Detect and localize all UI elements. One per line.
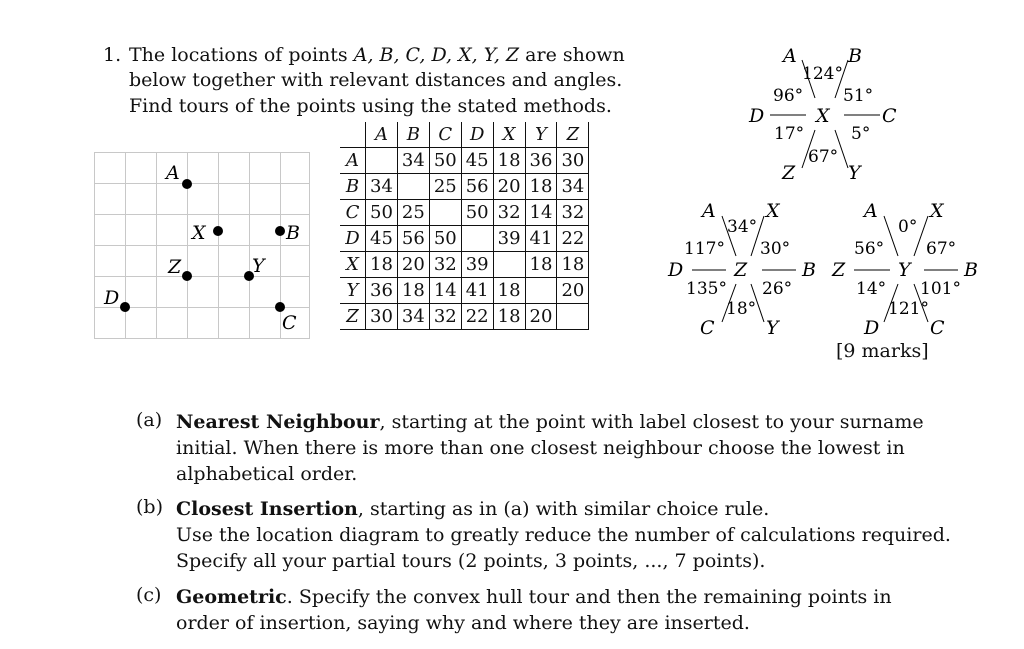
table-row (340, 278, 589, 304)
svg-text:A: A (864, 200, 878, 222)
svg-text:D: D (668, 259, 684, 281)
table-cell: 14 (429, 278, 461, 304)
svg-text:124°: 124° (802, 64, 843, 84)
svg-text:C: C (882, 105, 897, 127)
table-cell: 32 (429, 252, 461, 278)
svg-text:B: B (802, 259, 816, 281)
point-c-label: C (282, 312, 297, 334)
table-cell: 41 (461, 278, 493, 304)
table-cell: 39 (461, 252, 493, 278)
question-number: 1. (103, 44, 122, 66)
table-cell: 18 (493, 148, 525, 174)
svg-text:121°: 121° (888, 299, 929, 319)
table-cell: B (397, 122, 429, 148)
point-x (213, 226, 223, 236)
point-z (182, 271, 192, 281)
table-cell: 32 (429, 304, 461, 330)
part-a-label: (a) (136, 409, 163, 431)
table-cell: 18 (493, 304, 525, 330)
point-a-label: A (166, 162, 180, 184)
location-grid (94, 152, 314, 342)
svg-text:30°: 30° (760, 239, 791, 259)
table-cell: 18 (366, 252, 398, 278)
table-cell (461, 226, 493, 252)
svg-text:A: A (702, 200, 716, 222)
table-cell: X (493, 122, 525, 148)
table-cell: 45 (461, 148, 493, 174)
svg-text:Z: Z (832, 259, 846, 281)
svg-text:18°: 18° (726, 299, 757, 319)
part-b-text: Closest Insertion, starting as in (a) with similar choice rule. Use the location diagram to greatly reduce the number of calculations required. Specify all your partial tours (2 points, 3 points, ..., 7 points). (176, 498, 951, 572)
table-cell: 32 (557, 200, 589, 226)
svg-text:117°: 117° (684, 239, 725, 259)
table-cell (397, 174, 429, 200)
svg-text:67°: 67° (926, 239, 957, 259)
table-cell: 18 (493, 278, 525, 304)
svg-text:D: D (749, 105, 765, 127)
table-cell: 18 (557, 252, 589, 278)
table-cell: 20 (397, 252, 429, 278)
table-cell: 22 (557, 226, 589, 252)
table-row (340, 226, 589, 252)
marks-label: [9 marks] (836, 340, 929, 362)
table-cell: 50 (366, 200, 398, 226)
table-cell: 25 (397, 200, 429, 226)
table-cell: C (340, 200, 366, 226)
point-c (275, 302, 285, 312)
svg-text:A: A (783, 45, 797, 67)
table-cell: 36 (525, 148, 557, 174)
table-cell: 34 (557, 174, 589, 200)
svg-text:Y: Y (898, 259, 911, 281)
svg-text:5°: 5° (851, 124, 871, 144)
table-cell: D (461, 122, 493, 148)
table-cell (493, 252, 525, 278)
table-header-row (340, 122, 589, 148)
question-intro-line-1: The locations of points A, B, C, D, X, Y, Z are shown (129, 44, 625, 66)
table-cell: 45 (366, 226, 398, 252)
table-cell (557, 304, 589, 330)
table-cell: 18 (525, 174, 557, 200)
table-cell: Z (340, 304, 366, 330)
table-row (340, 148, 589, 174)
svg-text:101°: 101° (920, 279, 961, 299)
table-cell (366, 148, 398, 174)
part-c-label: (c) (136, 584, 162, 606)
svg-text:X: X (766, 200, 780, 222)
svg-text:96°: 96° (773, 86, 804, 106)
svg-text:34°: 34° (727, 217, 758, 237)
angle-diagram-y (830, 196, 1000, 346)
point-b-label: B (286, 222, 300, 244)
table-cell: Y (340, 278, 366, 304)
table-cell: 34 (366, 174, 398, 200)
table-cell: 56 (461, 174, 493, 200)
table-row (340, 200, 589, 226)
svg-text:0°: 0° (898, 217, 918, 237)
svg-text:C: C (700, 317, 715, 339)
point-a (182, 179, 192, 189)
table-cell: 30 (557, 148, 589, 174)
svg-text:Y: Y (848, 162, 861, 184)
svg-text:51°: 51° (843, 86, 874, 106)
table-cell: 14 (525, 200, 557, 226)
table-cell: 34 (397, 304, 429, 330)
table-cell (340, 122, 366, 148)
table-cell: A (340, 148, 366, 174)
table-cell: C (429, 122, 461, 148)
distance-table (340, 122, 589, 330)
table-row (340, 174, 589, 200)
table-cell: 20 (525, 304, 557, 330)
svg-text:56°: 56° (854, 239, 885, 259)
table-cell: 41 (525, 226, 557, 252)
point-y-label: Y (252, 255, 265, 277)
angle-diagram-x (740, 40, 910, 190)
table-cell (525, 278, 557, 304)
svg-text:Z: Z (782, 162, 796, 184)
table-cell: D (340, 226, 366, 252)
table-cell: 34 (397, 148, 429, 174)
svg-text:17°: 17° (774, 124, 805, 144)
svg-text:B: B (964, 259, 978, 281)
svg-text:Y: Y (766, 317, 779, 339)
table-cell: 30 (366, 304, 398, 330)
table-cell: B (340, 174, 366, 200)
svg-text:X: X (930, 200, 944, 222)
table-cell: Z (557, 122, 589, 148)
svg-text:26°: 26° (762, 279, 793, 299)
table-row (340, 252, 589, 278)
svg-text:X: X (816, 105, 830, 127)
question-intro-line-3: Find tours of the points using the stated methods. (129, 95, 612, 117)
svg-text:Z: Z (734, 259, 748, 281)
table-cell: 50 (429, 148, 461, 174)
table-cell: 20 (557, 278, 589, 304)
table-cell: X (340, 252, 366, 278)
part-a-text: Nearest Neighbour, starting at the point with label closest to your surname initial. When there is more than one closest neighbour choose the lowest in alphabetical order. (176, 411, 924, 485)
question-intro-line-2: below together with relevant distances and angles. (129, 69, 623, 91)
table-cell: A (366, 122, 398, 148)
svg-text:D: D (864, 317, 880, 339)
table-cell: 22 (461, 304, 493, 330)
table-cell: 39 (493, 226, 525, 252)
angle-diagram-z (664, 196, 834, 346)
svg-text:135°: 135° (686, 279, 727, 299)
table-cell: 50 (461, 200, 493, 226)
svg-text:C: C (930, 317, 945, 339)
svg-text:B: B (848, 45, 862, 67)
point-x-label: X (192, 222, 206, 244)
svg-text:14°: 14° (856, 279, 887, 299)
table-cell: 20 (493, 174, 525, 200)
table-row (340, 304, 589, 330)
table-cell: 18 (525, 252, 557, 278)
svg-text:67°: 67° (808, 147, 839, 167)
table-cell: 36 (366, 278, 398, 304)
point-z-label: Z (168, 256, 182, 278)
table-cell: 25 (429, 174, 461, 200)
table-cell: 18 (397, 278, 429, 304)
part-b-label: (b) (136, 496, 163, 518)
table-cell: 32 (493, 200, 525, 226)
point-b (275, 226, 285, 236)
table-cell: 56 (397, 226, 429, 252)
point-d (120, 302, 130, 312)
table-cell (429, 200, 461, 226)
point-d-label: D (104, 287, 120, 309)
table-cell: 50 (429, 226, 461, 252)
part-c-text: Geometric. Specify the convex hull tour and then the remaining points in order of insertion, saying why and where they are inserted. (176, 586, 892, 634)
table-cell: Y (525, 122, 557, 148)
